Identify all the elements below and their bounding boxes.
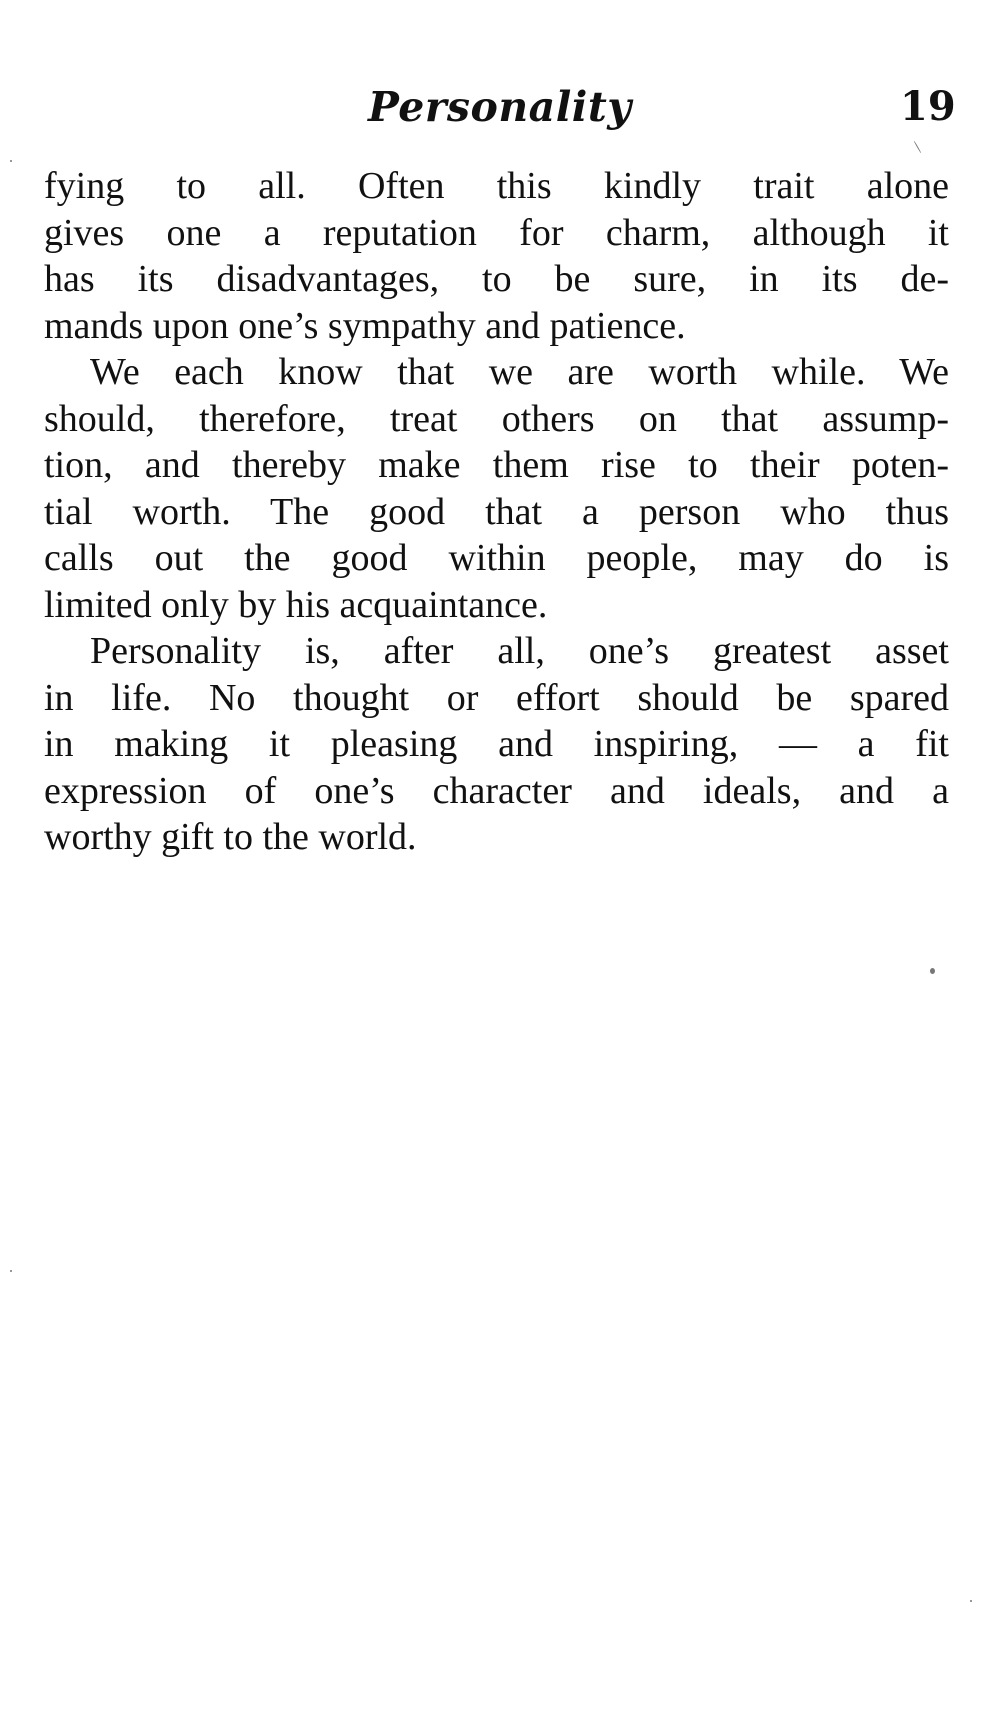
- scan-speck: [10, 1270, 12, 1272]
- paragraph: [44, 163, 949, 349]
- text-line: in making it pleasing and inspiring, — a fit: [44, 723, 949, 765]
- body-text: [44, 163, 949, 861]
- text-line: Personality is, after all, one’s greatest asset: [90, 630, 949, 672]
- text-line: has its disadvantages, to be sure, in its de-: [44, 258, 949, 300]
- running-head: [0, 82, 993, 142]
- text-line: in life. No thought or effort should be spared: [44, 676, 949, 719]
- paragraph: [44, 628, 949, 861]
- text-line: calls out the good within people, may do is: [44, 537, 949, 579]
- text-line: gives one a reputation for charm, although it: [44, 211, 949, 254]
- text-line: fying to all. Often this kindly trait alone: [44, 165, 949, 207]
- scan-speck: [914, 141, 922, 154]
- running-title: Personality: [368, 83, 632, 131]
- text-line: mands upon one’s sympathy and patience.: [44, 304, 686, 347]
- scan-speck: [970, 1600, 972, 1602]
- scan-speck: [10, 160, 12, 162]
- page-number: 19: [900, 83, 956, 130]
- text-line: limited only by his acquaintance.: [44, 583, 548, 626]
- text-line: tial worth. The good that a person who thus: [44, 490, 949, 533]
- scan-speck: [930, 968, 935, 974]
- text-line: We each know that we are worth while. We: [90, 351, 949, 393]
- text-line: worthy gift to the world.: [44, 816, 417, 858]
- paragraph: [44, 349, 949, 628]
- text-line: expression of one’s character and ideals, and a: [44, 769, 949, 812]
- text-line: should, therefore, treat others on that assump-: [44, 397, 949, 440]
- text-line: tion, and thereby make them rise to their poten-: [44, 444, 949, 486]
